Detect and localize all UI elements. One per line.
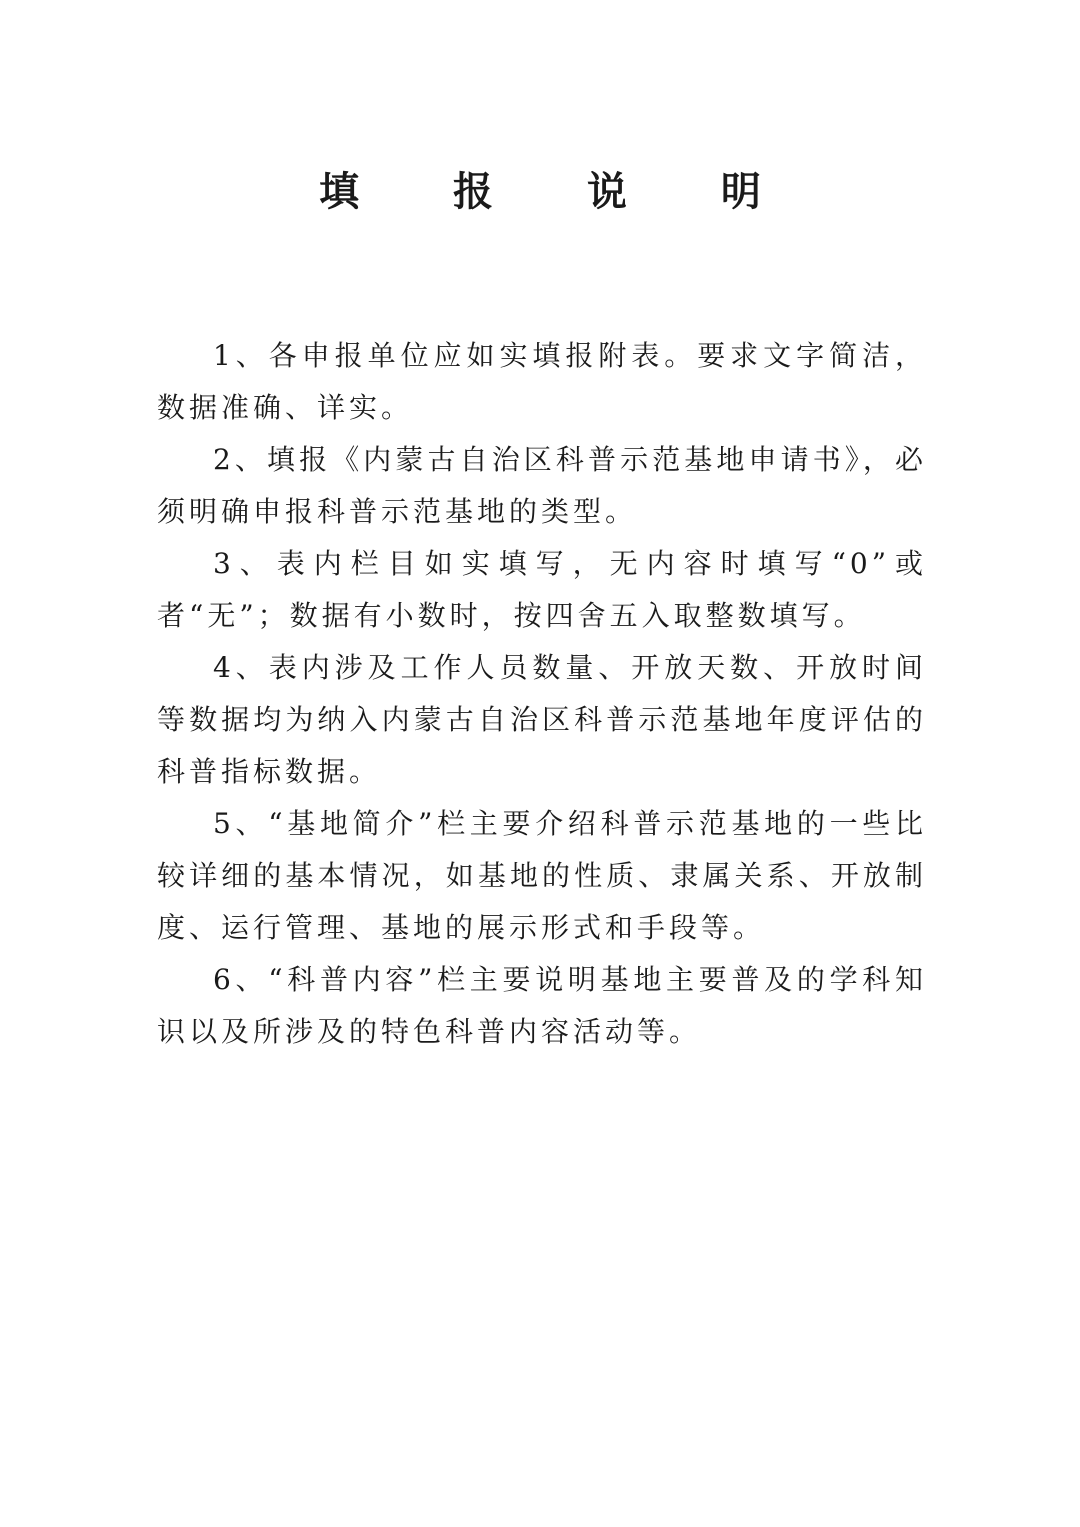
instruction-item-6: 6、“科普内容”栏主要说明基地主要普及的学科知识以及所涉及的特色科普内容活动等。	[157, 963, 927, 1048]
instruction-item-4: 4、表内涉及工作人员数量、开放天数、开放时间等数据均为纳入内蒙古自治区科普示范基地年度评估的科普指标数据。	[157, 651, 927, 788]
instruction-item-2: 2、填报《内蒙古自治区科普示范基地申请书》，必须明确申报科普示范基地的类型。	[157, 443, 927, 528]
instruction-item-3: 3、表内栏目如实填写，无内容时填写“0”或者“无”；数据有小数时，按四舍五入取整数填写。	[157, 547, 927, 632]
instruction-item-1: 1、各申报单位应如实填报附表。要求文字简洁，数据准确、详实。	[157, 339, 927, 424]
instruction-item-5: 5、“基地简介”栏主要介绍科普示范基地的一些比较详细的基本情况，如基地的性质、隶属关系、开放制度、运行管理、基地的展示形式和手段等。	[157, 807, 927, 944]
instructions-body	[157, 330, 927, 1058]
page-title: 填 报 说 明	[319, 169, 801, 215]
